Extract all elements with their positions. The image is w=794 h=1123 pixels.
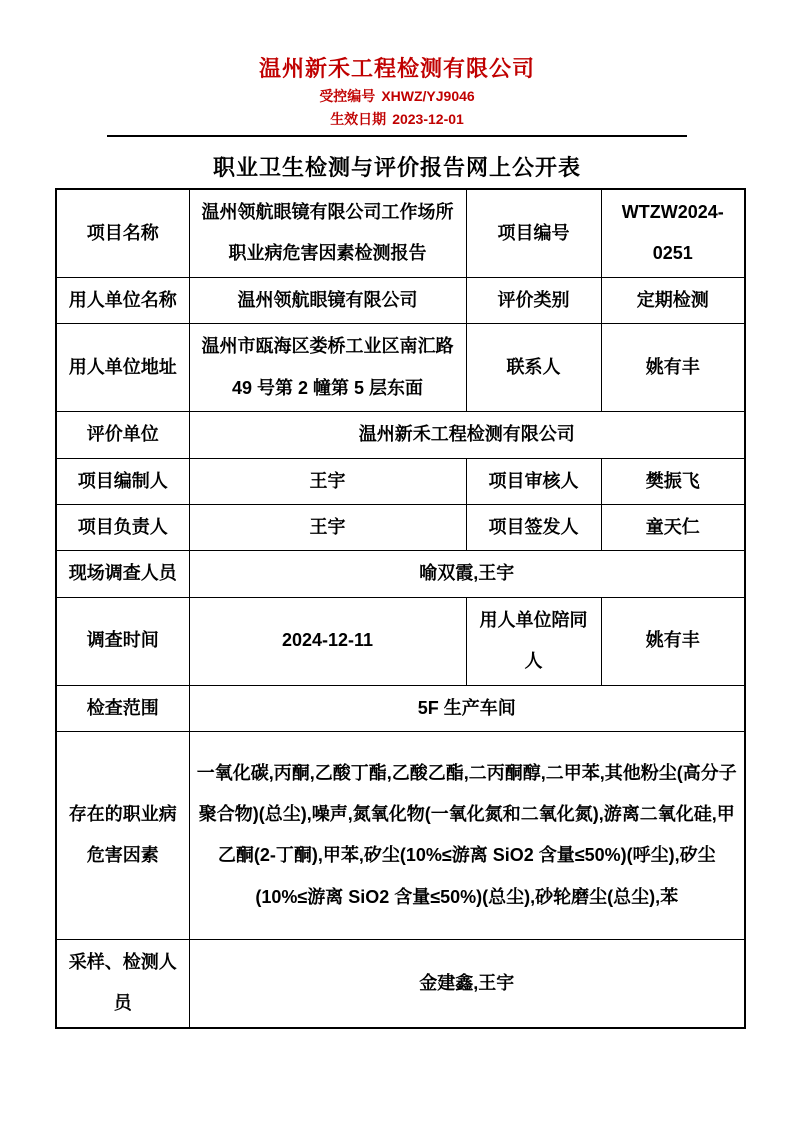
table-row bbox=[56, 551, 745, 597]
field-value: 樊振飞 bbox=[601, 458, 745, 504]
table-row bbox=[56, 504, 745, 550]
field-value: 金建鑫,王宇 bbox=[189, 939, 745, 1027]
field-value: 姚有丰 bbox=[601, 597, 745, 685]
field-label: 现场调查人员 bbox=[56, 551, 189, 597]
control-number-line bbox=[0, 86, 794, 106]
field-value: 姚有丰 bbox=[601, 324, 745, 412]
effective-date-line bbox=[0, 109, 794, 129]
field-value: 温州新禾工程检测有限公司 bbox=[189, 412, 745, 458]
company-name: 温州新禾工程检测有限公司 bbox=[258, 56, 535, 81]
field-label: 采样、检测人员 bbox=[56, 939, 189, 1027]
field-value: 定期检测 bbox=[601, 277, 745, 323]
field-value: 5F 生产车间 bbox=[189, 685, 745, 731]
field-label: 项目编号 bbox=[466, 189, 601, 277]
field-label: 调查时间 bbox=[56, 597, 189, 685]
field-label: 评价单位 bbox=[56, 412, 189, 458]
field-label: 项目名称 bbox=[56, 189, 189, 277]
field-value: 王宇 bbox=[189, 504, 466, 550]
table-row bbox=[56, 731, 745, 939]
field-value: WTZW2024-0251 bbox=[601, 189, 745, 277]
header-divider bbox=[107, 135, 687, 137]
field-value: 王宇 bbox=[189, 458, 466, 504]
field-label: 评价类别 bbox=[466, 277, 601, 323]
field-value: 一氧化碳,丙酮,乙酸丁酯,乙酸乙酯,二丙酮醇,二甲苯,其他粉尘(高分子聚合物)(总尘),噪声,氮氧化物(一氧化氮和二氧化氮),游离二氧化硅,甲乙酮(2-丁酮),甲苯,矽尘(10%≤游离 SiO2 含量≤50%)(呼尘),矽尘(10%≤游离 SiO2 含量≤50%)(总尘),砂轮磨尘(总尘),苯 bbox=[189, 731, 745, 939]
field-label: 存在的职业病危害因素 bbox=[56, 731, 189, 939]
field-label: 用人单位地址 bbox=[56, 324, 189, 412]
field-value: 温州市瓯海区娄桥工业区南汇路 49 号第 2 幢第 5 层东面 bbox=[189, 324, 466, 412]
field-value: 喻双霞,王宇 bbox=[189, 551, 745, 597]
field-value: 童天仁 bbox=[601, 504, 745, 550]
field-value: 温州领航眼镜有限公司 bbox=[189, 277, 466, 323]
field-label: 项目负责人 bbox=[56, 504, 189, 550]
field-label: 用人单位陪同人 bbox=[466, 597, 601, 685]
document-header bbox=[0, 0, 794, 182]
field-label: 项目编制人 bbox=[56, 458, 189, 504]
effective-date-label: 生效日期 bbox=[330, 111, 387, 127]
report-table bbox=[55, 188, 746, 1029]
effective-date-value: 2023-12-01 bbox=[392, 111, 464, 127]
table-row bbox=[56, 412, 745, 458]
field-value: 温州领航眼镜有限公司工作场所职业病危害因素检测报告 bbox=[189, 189, 466, 277]
table-row bbox=[56, 324, 745, 412]
field-label: 项目签发人 bbox=[466, 504, 601, 550]
control-number-label: 受控编号 bbox=[319, 88, 376, 104]
field-label: 检查范围 bbox=[56, 685, 189, 731]
table-row bbox=[56, 458, 745, 504]
table-row bbox=[56, 597, 745, 685]
table-row bbox=[56, 939, 745, 1027]
field-label: 联系人 bbox=[466, 324, 601, 412]
control-number-value: XHWZ/YJ9046 bbox=[381, 88, 475, 104]
table-row bbox=[56, 189, 745, 277]
document-title: 职业卫生检测与评价报告网上公开表 bbox=[212, 155, 581, 180]
field-label: 用人单位名称 bbox=[56, 277, 189, 323]
field-label: 项目审核人 bbox=[466, 458, 601, 504]
field-value: 2024-12-11 bbox=[189, 597, 466, 685]
table-row bbox=[56, 277, 745, 323]
table-row bbox=[56, 685, 745, 731]
